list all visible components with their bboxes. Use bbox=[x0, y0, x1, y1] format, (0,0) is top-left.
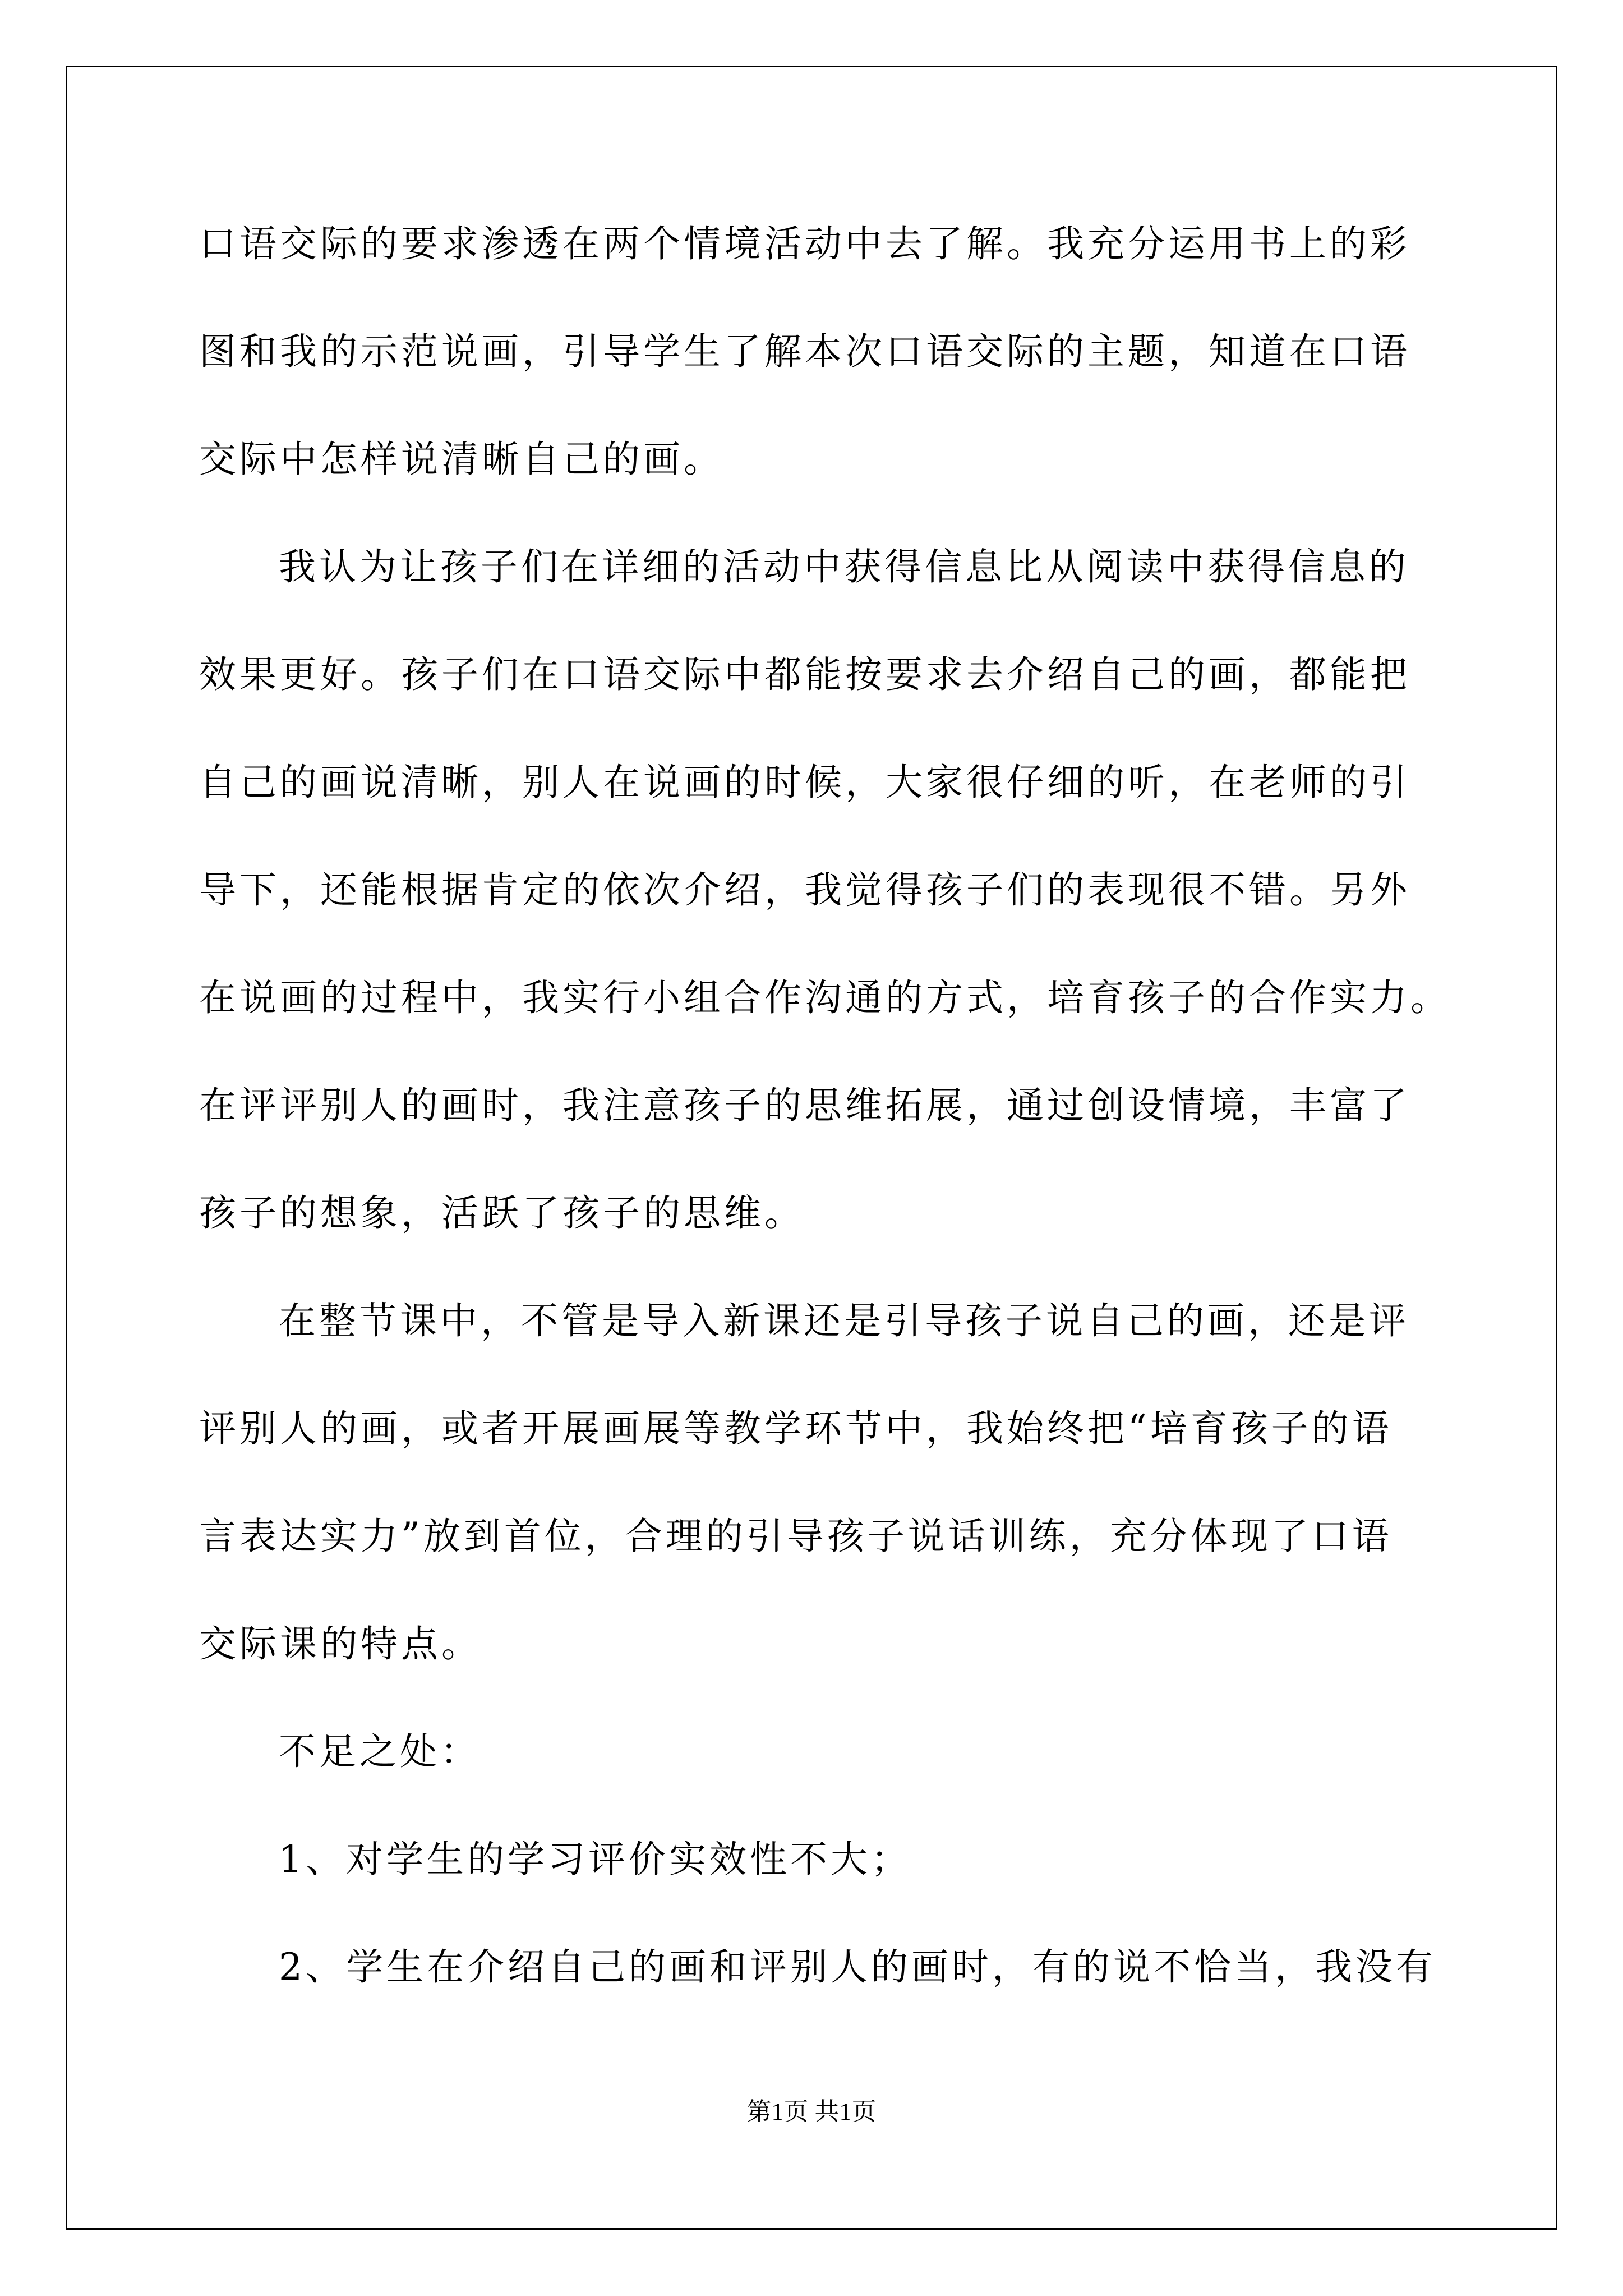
text-line: 评别人的画，或者开展画展等教学环节中，我始终把“培育孩子的语 bbox=[199, 1407, 1393, 1450]
page-footer: 第1页 共1页 bbox=[746, 2098, 877, 2125]
text-line: 图和我的示范说画，引导学生了解本次口语交际的主题，知道在口语 bbox=[199, 330, 1410, 373]
text-line: 不足之处： bbox=[279, 1730, 481, 1773]
text-line: 交际中怎样说清晰自己的画。 bbox=[199, 438, 724, 481]
text-line: 口语交际的要求渗透在两个情境活动中去了解。我充分运用书上的彩 bbox=[199, 222, 1410, 265]
text-line: 2、学生在介绍自己的画和评别人的画时，有的说不恰当，我没有 bbox=[279, 1945, 1436, 1989]
text-line: 在整节课中，不管是导入新课还是引导孩子说自己的画，还是评 bbox=[279, 1299, 1409, 1342]
text-line: 导下，还能根据肯定的依次介绍，我觉得孩子们的表现很不错。另外 bbox=[199, 868, 1410, 912]
text-line: 孩子的想象，活跃了孩子的思维。 bbox=[199, 1191, 805, 1235]
page-border bbox=[66, 66, 1557, 2230]
text-line: 在说画的过程中，我实行小组合作沟通的方式，培育孩子的合作实力。 bbox=[199, 976, 1451, 1019]
text-line: 言表达实力”放到首位，合理的引导孩子说话训练，充分体现了口语 bbox=[199, 1515, 1393, 1558]
text-line: 交际课的特点。 bbox=[199, 1622, 482, 1665]
text-line: 在评评别人的画时，我注意孩子的思维拓展，通过创设情境，丰富了 bbox=[199, 1084, 1410, 1127]
text-line: 效果更好。孩子们在口语交际中都能按要求去介绍自己的画，都能把 bbox=[199, 653, 1410, 696]
text-line: 1、对学生的学习评价实效性不大； bbox=[279, 1838, 911, 1881]
text-line: 自己的画说清晰，别人在说画的时候，大家很仔细的听，在老师的引 bbox=[199, 761, 1410, 804]
text-line: 我认为让孩子们在详细的活动中获得信息比从阅读中获得信息的 bbox=[279, 545, 1409, 588]
